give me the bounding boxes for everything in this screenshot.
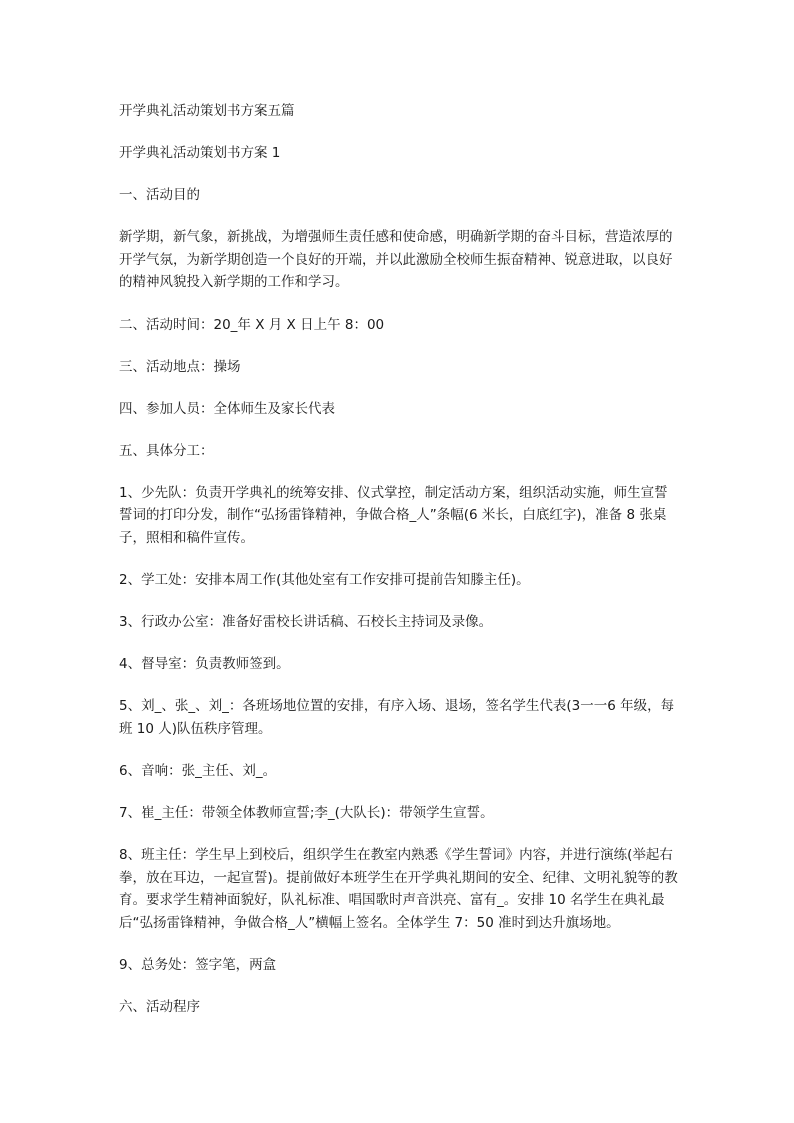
section-time: 二、活动时间：20_年 X 月 X 日上午 8：00: [119, 316, 385, 333]
section-location: 三、活动地点：操场: [119, 358, 241, 375]
plan-subtitle: 开学典礼活动策划书方案 1: [119, 145, 281, 161]
section-heading-purpose: 一、活动目的: [119, 187, 200, 203]
document-page: [119, 100, 679, 1038]
section-division: 五、具体分工：: [119, 442, 214, 459]
division-item-8: 8、班主任：学生早上到校后，组织学生在教室内熟悉《学生誓词》内容，并进行演练(举起右拳，放在耳边，一起宣誓)。提前做好本班学生在开学典礼期间的安全、纪律、文明礼貌等的教育。要求学生精神面貌好，队礼标准、唱国歌时声音洪亮、富有_。安排 10 名学生在典礼最后“弘扬雷锋精神，争做合格_人”横幅上签名。全体学生 7：50 准时到达升旗场地。: [119, 847, 678, 931]
division-item-7: 7、崔_主任：带领全体教师宣誓;李_(大队长)：带领学生宣誓。: [119, 805, 494, 821]
division-item-3: 3、行政办公室：准备好雷校长讲话稿、石校长主持词及录像。: [119, 614, 493, 630]
division-item-4: 4、督导室：负责教师签到。: [119, 656, 290, 672]
division-item-9: 9、总务处：签字笔，两盒: [119, 957, 277, 973]
division-item-5: 5、刘_、张_、刘_：各班场地位置的安排，有序入场、退场，签名学生代表(3一一6 年级，每班 10 人)队伍秩序管理。: [119, 698, 675, 737]
document-title: 开学典礼活动策划书方案五篇: [119, 103, 295, 119]
division-item-6: 6、音响：张_主任、刘_。: [119, 763, 277, 779]
division-item-2: 2、学工处：安排本周工作(其他处室有工作安排可提前告知滕主任)。: [119, 572, 530, 588]
section-procedure: 六、活动程序: [119, 999, 200, 1015]
division-item-1: 1、少先队：负责开学典礼的统筹安排、仪式掌控，制定活动方案，组织活动实施，师生宣誓誓词的打印分发，制作“弘扬雷锋精神，争做合格_人”条幅(6 米长，白底红字)，准备 8 张桌子，照相和稿件宣传。: [119, 484, 668, 546]
purpose-paragraph: 新学期，新气象，新挑战，为增强师生责任感和使命感，明确新学期的奋斗目标，营造浓厚的开学气氛，为新学期创造一个良好的开端，并以此激励全校师生振奋精神、锐意进取，以良好的精神风貌投入新学期的工作和学习。: [119, 229, 673, 290]
section-participants: 四、参加人员：全体师生及家长代表: [119, 400, 335, 417]
